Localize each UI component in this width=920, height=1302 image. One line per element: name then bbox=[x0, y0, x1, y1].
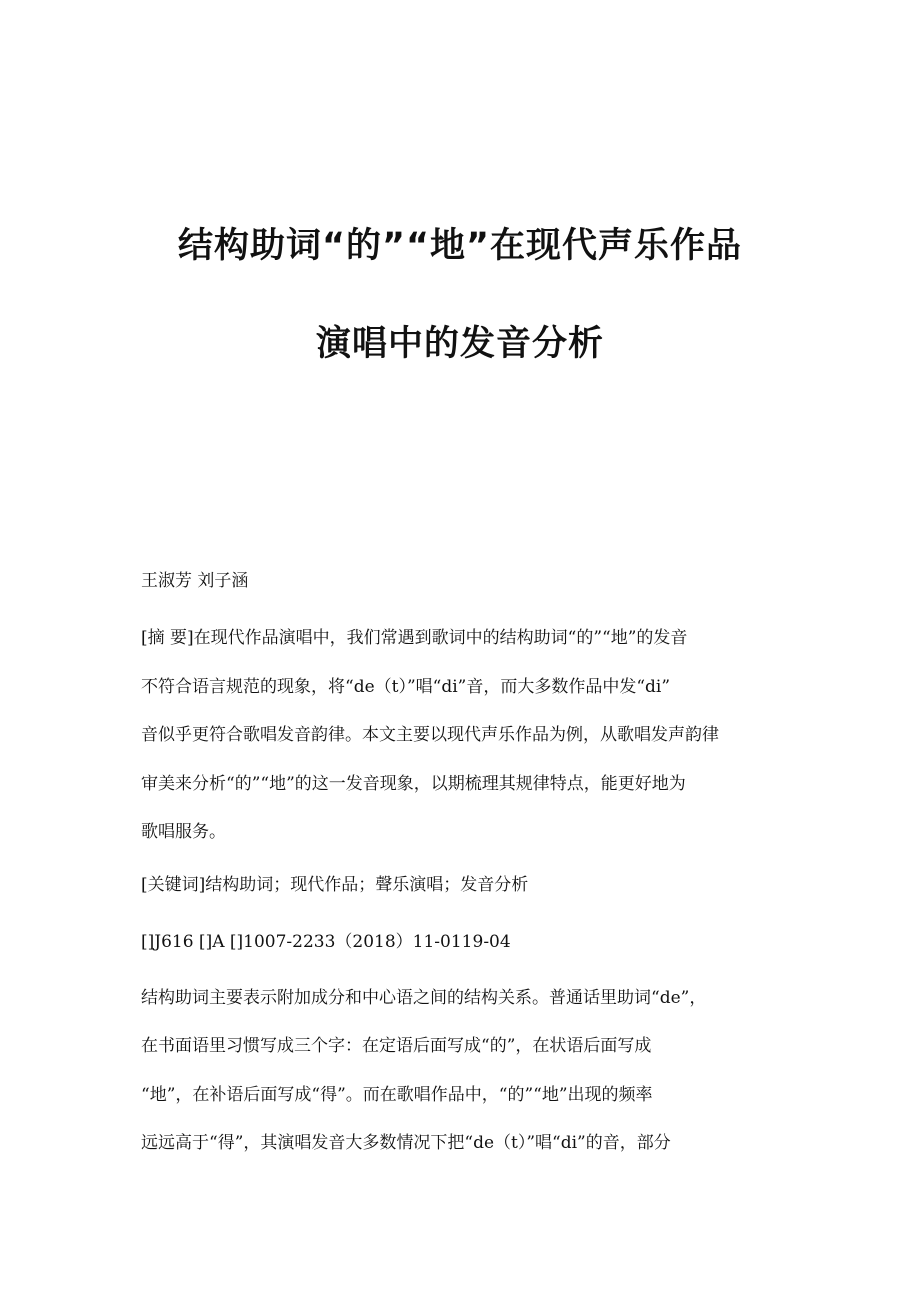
body-line: 在书面语里习惯写成三个字：在定语后面写成“的”，在状语后面写成 bbox=[141, 1036, 652, 1056]
abstract-line: [摘 要]在现代作品演唱中，我们常遇到歌词中的结构助词“的”“地”的发音 bbox=[141, 628, 688, 648]
abstract-line: 歌唱服务。 bbox=[141, 822, 226, 842]
classification-codes: []J616 []A []1007-2233（2018）11-0119-04 bbox=[141, 932, 511, 952]
body-line: “地”，在补语后面写成“得”。而在歌唱作品中，“的”“地”出现的频率 bbox=[141, 1085, 653, 1105]
abstract-line: 不符合语言规范的现象，将“de（t）”唱“di”音，而大多数作品中发“di” bbox=[141, 677, 671, 697]
title-line-2: 演唱中的发音分析 bbox=[315, 324, 604, 364]
body-line: 结构助词主要表示附加成分和中心语之间的结构关系。普通话里助词“de”， bbox=[141, 988, 707, 1008]
authors: 王淑芳 刘子涵 bbox=[141, 571, 249, 591]
keywords: [关键词]结构助词；现代作品；聲乐演唱；发音分析 bbox=[141, 875, 529, 895]
abstract-line: 音似乎更符合歌唱发音韵律。本文主要以现代声乐作品为例，从歌唱发声韵律 bbox=[141, 725, 719, 745]
body-line: 远远高于“得”，其演唱发音大多数情况下把“de（t）”唱“di”的音，部分 bbox=[141, 1133, 671, 1153]
abstract-line: 审美来分析“的”“地”的这一发音现象，以期梳理其规律特点，能更好地为 bbox=[141, 774, 686, 794]
title-line-1: 结构助词“的”“地”在现代声乐作品 bbox=[177, 226, 742, 266]
